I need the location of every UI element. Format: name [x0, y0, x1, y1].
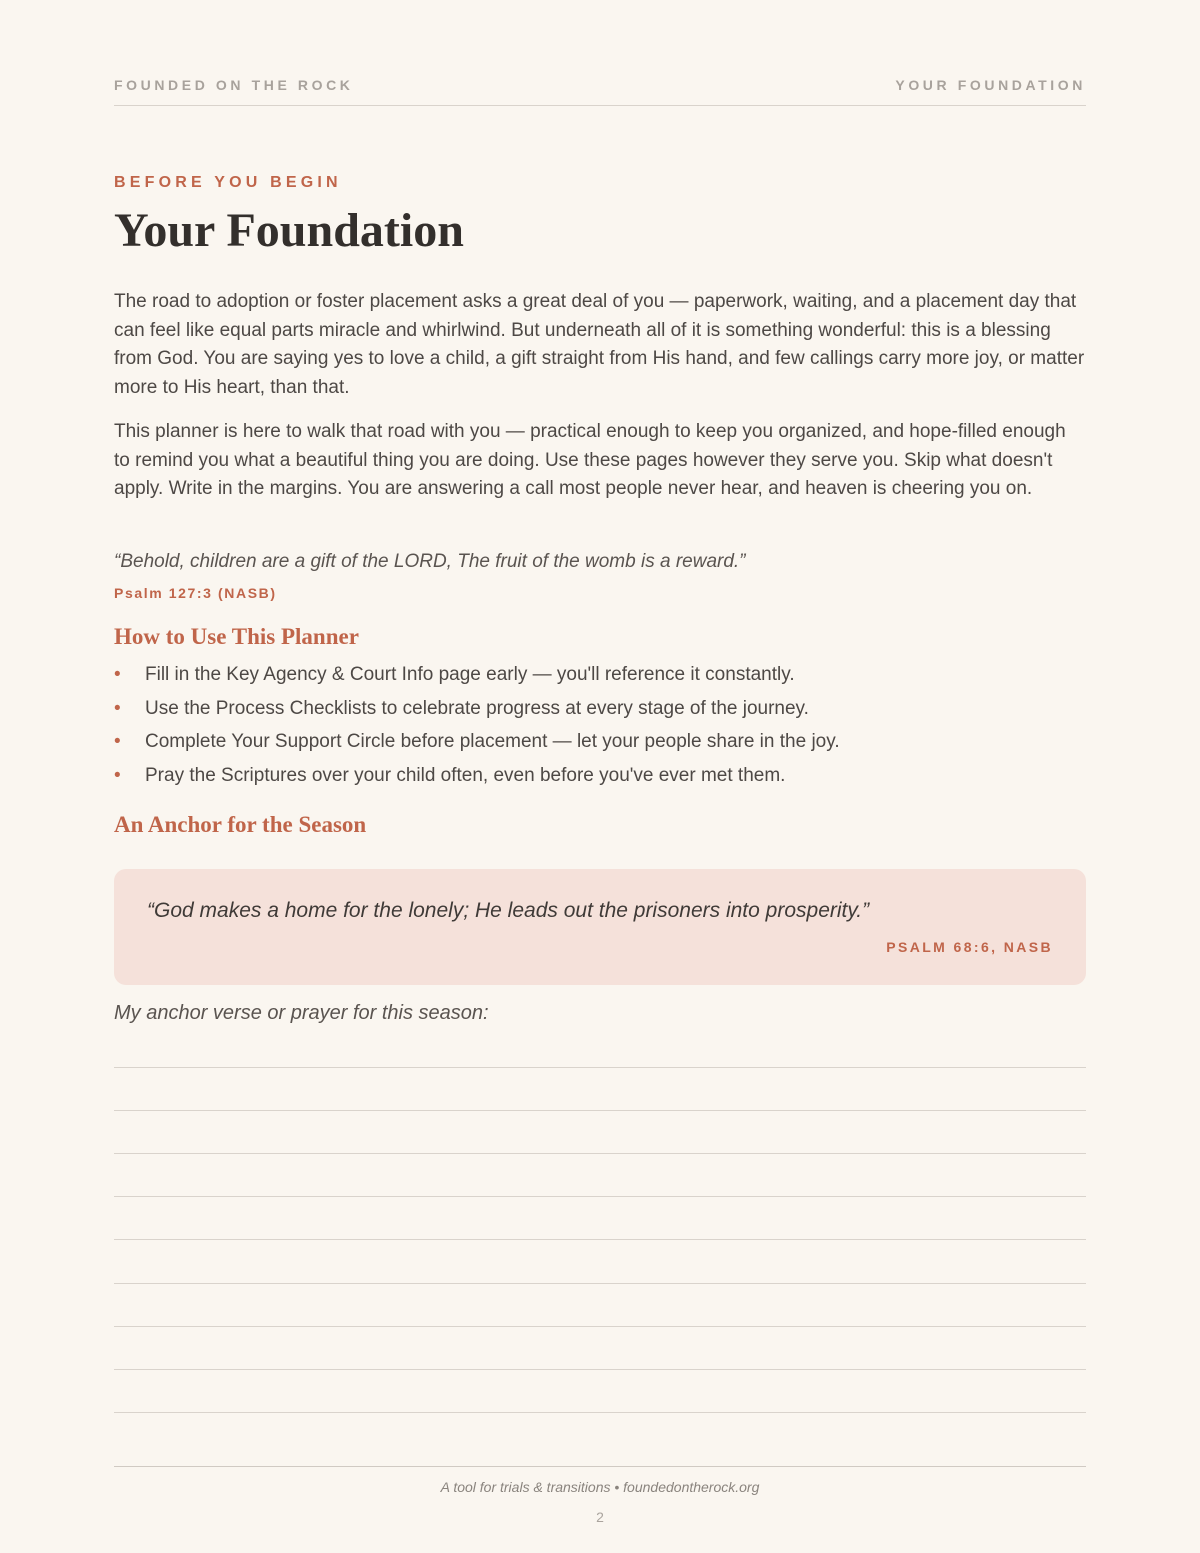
- anchor-heading: An Anchor for the Season: [114, 812, 367, 837]
- intro-paragraph-1: The road to adoption or foster placement asks a great deal of you — paperwork, waiting, and a placement day that can feel like equal parts miracle and whirlwind. But underneath all of it is something wonderful: this is a blessing from God. You are saying yes to love a child, a gift straight from His hand, and few callings carry more joy, or matter more to His heart, than that.: [114, 291, 1085, 398]
- writing-line[interactable]: [114, 1153, 1086, 1154]
- running-header-right: YOUR FOUNDATION: [895, 77, 1086, 93]
- writing-line[interactable]: [114, 1369, 1086, 1370]
- footer-divider: [114, 1466, 1086, 1467]
- list-item: [114, 658, 840, 692]
- list-item: [114, 759, 840, 793]
- bullet-icon: •: [114, 664, 121, 685]
- list-item: [114, 725, 840, 759]
- intro-paragraph-2: This planner is here to walk that road with you — practical enough to keep you organized, and hope-filled enough to remind you what a beautiful thing you are doing. Use these pages however they serve you. Skip what doesn't apply. Write in the margins. You are answering a call most people never hear, and heaven is cheering you on.: [114, 421, 1066, 499]
- anchor-verse-card: [114, 869, 1086, 985]
- writing-line[interactable]: [114, 1283, 1086, 1284]
- scripture-citation: Psalm 127:3 (NASB): [114, 585, 277, 601]
- page-number: 2: [596, 1509, 604, 1525]
- list-item-text: Complete Your Support Circle before placement — let your people share in the joy.: [145, 731, 840, 753]
- planner-page: [114, 0, 1086, 1553]
- writing-line[interactable]: [114, 1110, 1086, 1111]
- writing-line[interactable]: [114, 1412, 1086, 1413]
- list-item: [114, 692, 840, 726]
- header-divider: [114, 105, 1086, 106]
- bullet-icon: •: [114, 731, 121, 753]
- running-header: [114, 77, 1086, 93]
- anchor-verse-citation: PSALM 68:6, NASB: [886, 939, 1053, 955]
- writing-line[interactable]: [114, 1239, 1086, 1240]
- list-item-text: Pray the Scriptures over your child often, even before you've ever met them.: [145, 764, 786, 786]
- writing-line[interactable]: [114, 1067, 1086, 1068]
- running-header-left: FOUNDED ON THE ROCK: [114, 77, 354, 93]
- how-to-use-list: [114, 658, 840, 792]
- list-item-text: Use the Process Checklists to celebrate progress at every stage of the journey.: [145, 697, 809, 719]
- anchor-verse-text: “God makes a home for the lonely; He leads out the prisoners into prosperity.”: [147, 899, 870, 922]
- scripture-quote: “Behold, children are a gift of the LORD, The fruit of the womb is a reward.”: [114, 551, 746, 572]
- bullet-icon: •: [114, 764, 121, 786]
- anchor-prompt: My anchor verse or prayer for this season:: [114, 1002, 489, 1024]
- writing-line[interactable]: [114, 1196, 1086, 1197]
- how-to-use-heading: How to Use This Planner: [114, 624, 359, 649]
- page-title: Your Foundation: [114, 204, 464, 257]
- section-eyebrow: BEFORE YOU BEGIN: [114, 174, 342, 191]
- list-item-text: Fill in the Key Agency & Court Info page early — you'll reference it constantly.: [145, 664, 795, 685]
- bullet-icon: •: [114, 697, 121, 719]
- writing-line[interactable]: [114, 1326, 1086, 1327]
- footer-tagline: A tool for trials & transitions • foundedontherock.org: [440, 1479, 760, 1495]
